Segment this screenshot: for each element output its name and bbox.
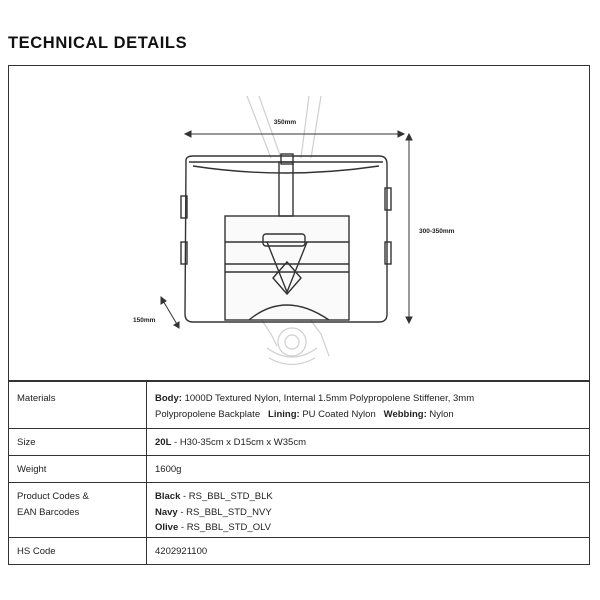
bag-body <box>181 154 391 322</box>
size-label: Size <box>9 429 147 456</box>
code-color: Navy <box>155 506 178 518</box>
size-key: 20L <box>155 437 172 448</box>
body-value-cont: Polypropolene Backplate <box>155 408 261 420</box>
codes-label <box>9 483 147 538</box>
code-number: - RS_BBL_STD_OLV <box>180 522 272 533</box>
codes-label-line1: Product Codes & <box>17 491 89 502</box>
webbing-key: Webbing: <box>383 408 427 420</box>
hs-label: HS Code <box>9 538 147 565</box>
codes-value <box>147 483 590 538</box>
body-key: Body: <box>155 393 182 404</box>
height-dimension <box>406 134 412 323</box>
code-color: Olive <box>155 522 179 533</box>
table-row <box>9 483 590 538</box>
code-item <box>155 520 581 536</box>
weight-label: Weight <box>9 456 147 483</box>
body-value: 1000D Textured Nylon, Internal 1.5mm Polypropolene Stiffener, 3mm <box>184 393 475 404</box>
table-row <box>9 456 590 483</box>
code-item <box>155 505 581 521</box>
materials-label: Materials <box>9 382 147 429</box>
table-row <box>9 382 590 429</box>
width-dimension <box>185 131 404 137</box>
size-dimensions: - H30-35cm x D15cm x W35cm <box>174 437 306 448</box>
code-number: - RS_BBL_STD_BLK <box>183 491 273 502</box>
codes-label-line2: EAN Barcodes <box>17 506 80 518</box>
table-row <box>9 429 590 456</box>
hs-value: 4202921100 <box>147 538 590 565</box>
page-title: TECHNICAL DETAILS <box>8 34 188 52</box>
code-color: Black <box>155 491 181 502</box>
materials-value <box>147 382 590 429</box>
specs-table <box>8 381 590 565</box>
lining-key: Lining: <box>268 408 300 420</box>
lining-value: PU Coated Nylon <box>302 408 376 420</box>
depth-dimension <box>161 297 179 328</box>
webbing-value: Nylon <box>429 408 454 420</box>
technical-diagram <box>8 65 590 381</box>
code-number: - RS_BBL_STD_NVY <box>180 506 272 518</box>
bag-line-drawing <box>9 66 591 382</box>
width-label: 350mm <box>273 119 297 126</box>
depth-label: 150mm <box>133 317 156 324</box>
code-item <box>155 489 581 505</box>
height-label: 300-350mm <box>419 228 455 235</box>
table-row <box>9 538 590 565</box>
size-value <box>147 429 590 456</box>
weight-value: 1600g <box>147 456 590 483</box>
